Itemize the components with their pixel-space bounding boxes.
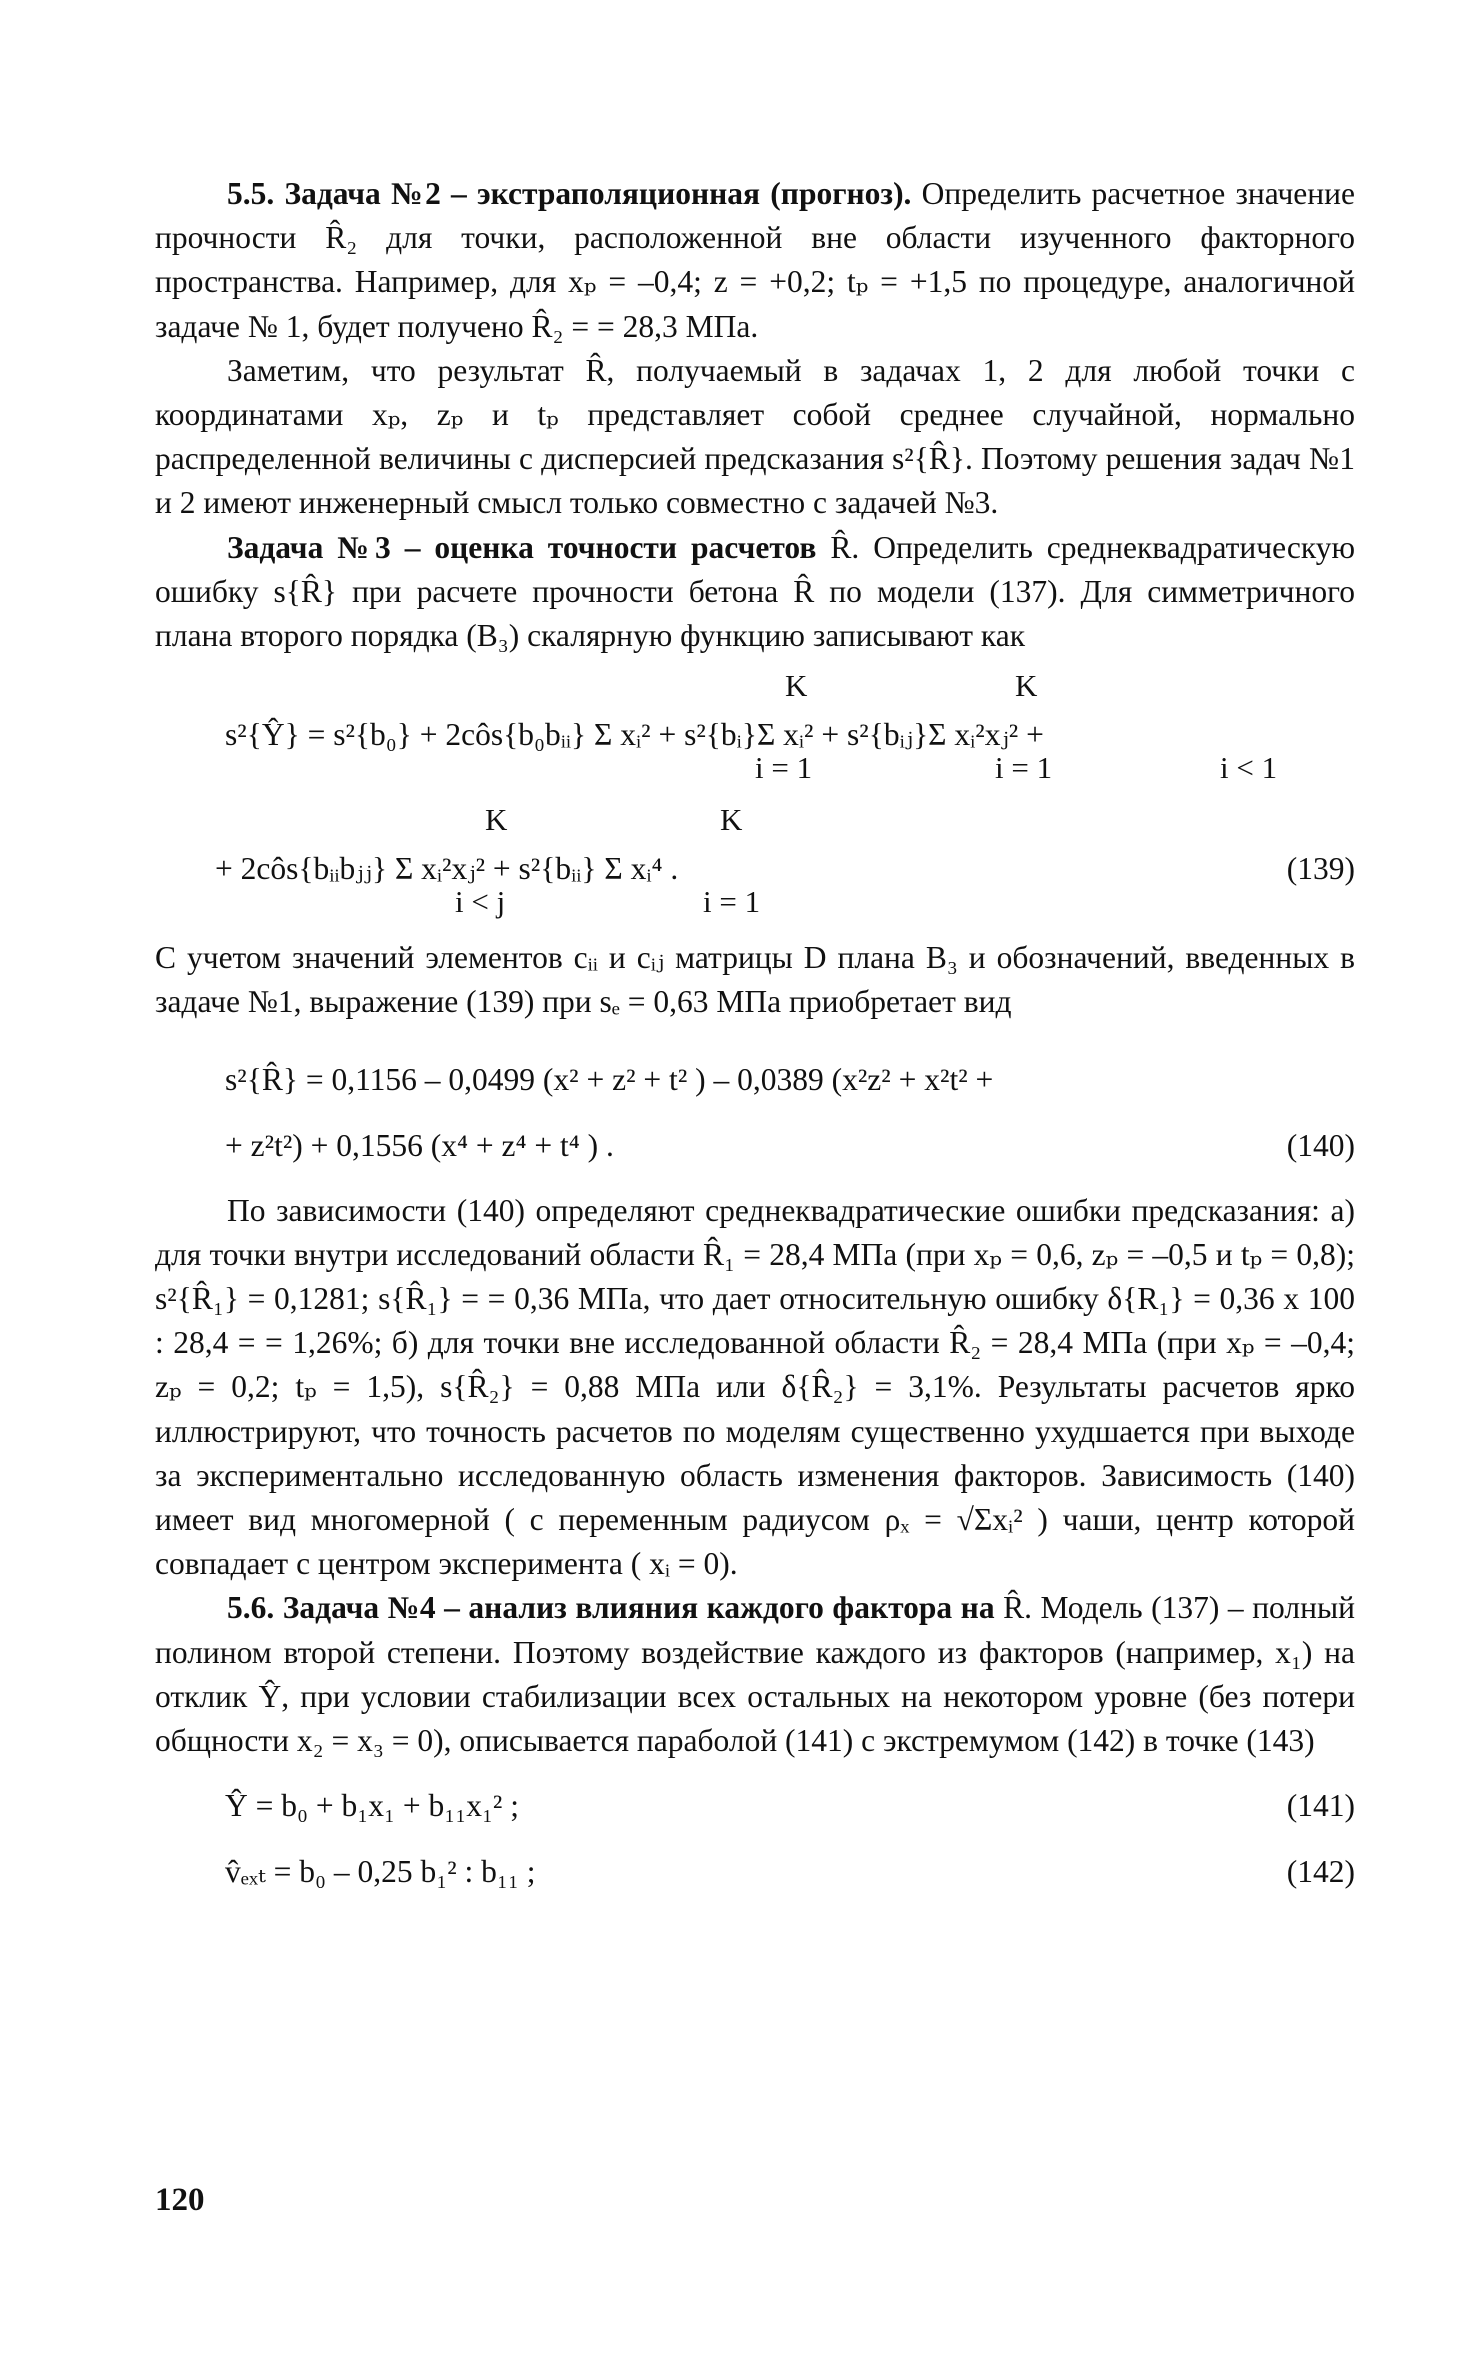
formula-139-line1-text: s²{Ŷ} = s²{b₀} + 2côs{b₀bᵢᵢ} Σ xᵢ² + s²{bᵢ}Σ xᵢ² + s²{bᵢⱼ}Σ xᵢ²xⱼ² + bbox=[225, 717, 1044, 753]
limit-bottom-3: i < 1 bbox=[1220, 750, 1278, 786]
heading-task-2: 5.5. Задача №2 – экстраполяционная (прогноз). bbox=[227, 176, 912, 211]
page-number: 120 bbox=[155, 2182, 205, 2218]
formula-141-number: (141) bbox=[1286, 1788, 1355, 1824]
formula-140-line1 bbox=[155, 1047, 1355, 1113]
formula-141-text: Ŷ = b₀ + b₁x₁ + b₁₁x₁² ; bbox=[225, 1788, 520, 1824]
paragraph-task-2 bbox=[155, 172, 1355, 349]
page-body bbox=[155, 172, 1355, 1905]
limit-bottom-5: i = 1 bbox=[703, 884, 761, 920]
text-task-3: R̂. Определить среднеквадратическую ошибку s{R̂} при расчете прочности бетона R̂ по модели (137). Для симметричного плана второго порядка (B₃) скалярную функцию записывают как bbox=[155, 529, 1355, 654]
formula-140 bbox=[155, 1047, 1355, 1179]
text-matrix: С учетом значений элементов cᵢᵢ и cᵢⱼ матрицы D плана B₃ и обозначений, введенных в задаче №1, выражение (139) при sₑ = 0,63 МПа приобретает вид bbox=[155, 940, 1355, 1020]
formula-141 bbox=[155, 1773, 1355, 1839]
formula-142-line bbox=[155, 1839, 1355, 1905]
heading-task-3: Задача №3 – оценка точности расчетов bbox=[227, 529, 817, 565]
text-task-4: R̂. Модель (137) – полный полином второй степени. Поэтому воздействие каждого из факторов (например, x₁) на отклик Ŷ, при условии стабилизации всех остальных на некотором уровне (без потери общности x₂ = x₃ = 0), описывается параболой (141) с экстремумом (142) в точке (143) bbox=[155, 1590, 1355, 1759]
formula-139-line1-lower-limits bbox=[155, 750, 1355, 802]
limit-bottom-4: i < j bbox=[455, 884, 506, 920]
paragraph-task-4 bbox=[155, 1586, 1355, 1763]
heading-task-4: 5.6. Задача №4 – анализ влияния каждого фактора на bbox=[227, 1590, 995, 1626]
text-task-2: Определить расчетное значение прочности R̂₂ для точки, расположенной вне области изученного факторного пространства. Например, для xₚ = –0,4; z = +0,2; tₚ = +1,5 по процедуре, аналогичной задаче № 1, будет получено R̂₂ = = 28,3 МПа. bbox=[155, 176, 1355, 344]
formula-140-number: (140) bbox=[1286, 1127, 1355, 1163]
limit-top-4: K bbox=[720, 802, 743, 838]
paragraph-remark bbox=[155, 349, 1355, 526]
text-errors: По зависимости (140) определяют среднеквадратические ошибки предсказания: а) для точки внутри исследований области R̂₁ = 28,4 МПа (при xₚ = 0,6, zₚ = –0,5 и tₚ = 0,8); s²{R̂₁} = 0,1281; s{R̂₁} = = 0,36 МПа, что дает относительную ошибку δ{R₁} = 0,36 x 100 : 28,4 = = 1,26%; б) для точки вне исследованной области R̂₂ = 28,4 МПа (при xₚ = –0,4; zₚ = 0,2; tₚ = 1,5), s{R̂₂} = 0,88 МПа или δ{R̂₂} = 3,1%. Результаты расчетов ярко иллюстрируют, что точность расчетов по моделям существенно ухудшается при выходе за экспериментально исследованную область изменения факторов. Зависимость (140) имеет вид многомерной ( с переменным радиусом ρₓ = √Σxᵢ² ) чаши, центр которой совпадает с центром эксперимента ( xᵢ = 0). bbox=[155, 1192, 1355, 1582]
limit-top-2: K bbox=[1015, 668, 1038, 704]
formula-139-line2-lower-limits bbox=[155, 884, 1355, 936]
formula-142 bbox=[155, 1839, 1355, 1905]
limit-top-3: K bbox=[485, 802, 508, 838]
limit-bottom-1: i = 1 bbox=[755, 750, 813, 786]
formula-139 bbox=[155, 668, 1355, 936]
paragraph-matrix bbox=[155, 936, 1355, 1024]
paragraph-task-3 bbox=[155, 526, 1355, 659]
formula-140-line1-text: s²{R̂} = 0,1156 – 0,0499 (x² + z² + t² ) – 0,0389 (x²z² + x²t² + bbox=[225, 1061, 994, 1097]
formula-140-line2 bbox=[155, 1113, 1355, 1179]
formula-139-number: (139) bbox=[1286, 851, 1355, 887]
formula-139-line2-text: + 2côs{bᵢᵢbⱼⱼ} Σ xᵢ²xⱼ² + s²{bᵢᵢ} Σ xᵢ⁴ . bbox=[215, 851, 679, 887]
formula-142-number: (142) bbox=[1286, 1854, 1355, 1890]
text-remark: Заметим, что результат R̂, получаемый в задачах 1, 2 для любой точки с координатами xₚ, zₚ и tₚ представляет собой среднее случайной, нормально распределенной величины с дисперсией предсказания s²{R̂}. Поэтому решения задач №1 и 2 имеют инженерный смысл только совместно с задачей №3. bbox=[155, 352, 1355, 521]
formula-139-line1-upper-limits bbox=[155, 668, 1355, 702]
formula-140-line2-text: + z²t²) + 0,1556 (x⁴ + z⁴ + t⁴ ) . bbox=[225, 1127, 614, 1163]
paragraph-errors bbox=[155, 1189, 1355, 1587]
formula-139-line2-upper-limits bbox=[155, 802, 1355, 836]
formula-141-line bbox=[155, 1773, 1355, 1839]
limit-bottom-2: i = 1 bbox=[995, 750, 1053, 786]
formula-142-text: v̂ₑₓₜ = b₀ – 0,25 b₁² : b₁₁ ; bbox=[225, 1854, 536, 1890]
limit-top-1: K bbox=[785, 668, 808, 704]
